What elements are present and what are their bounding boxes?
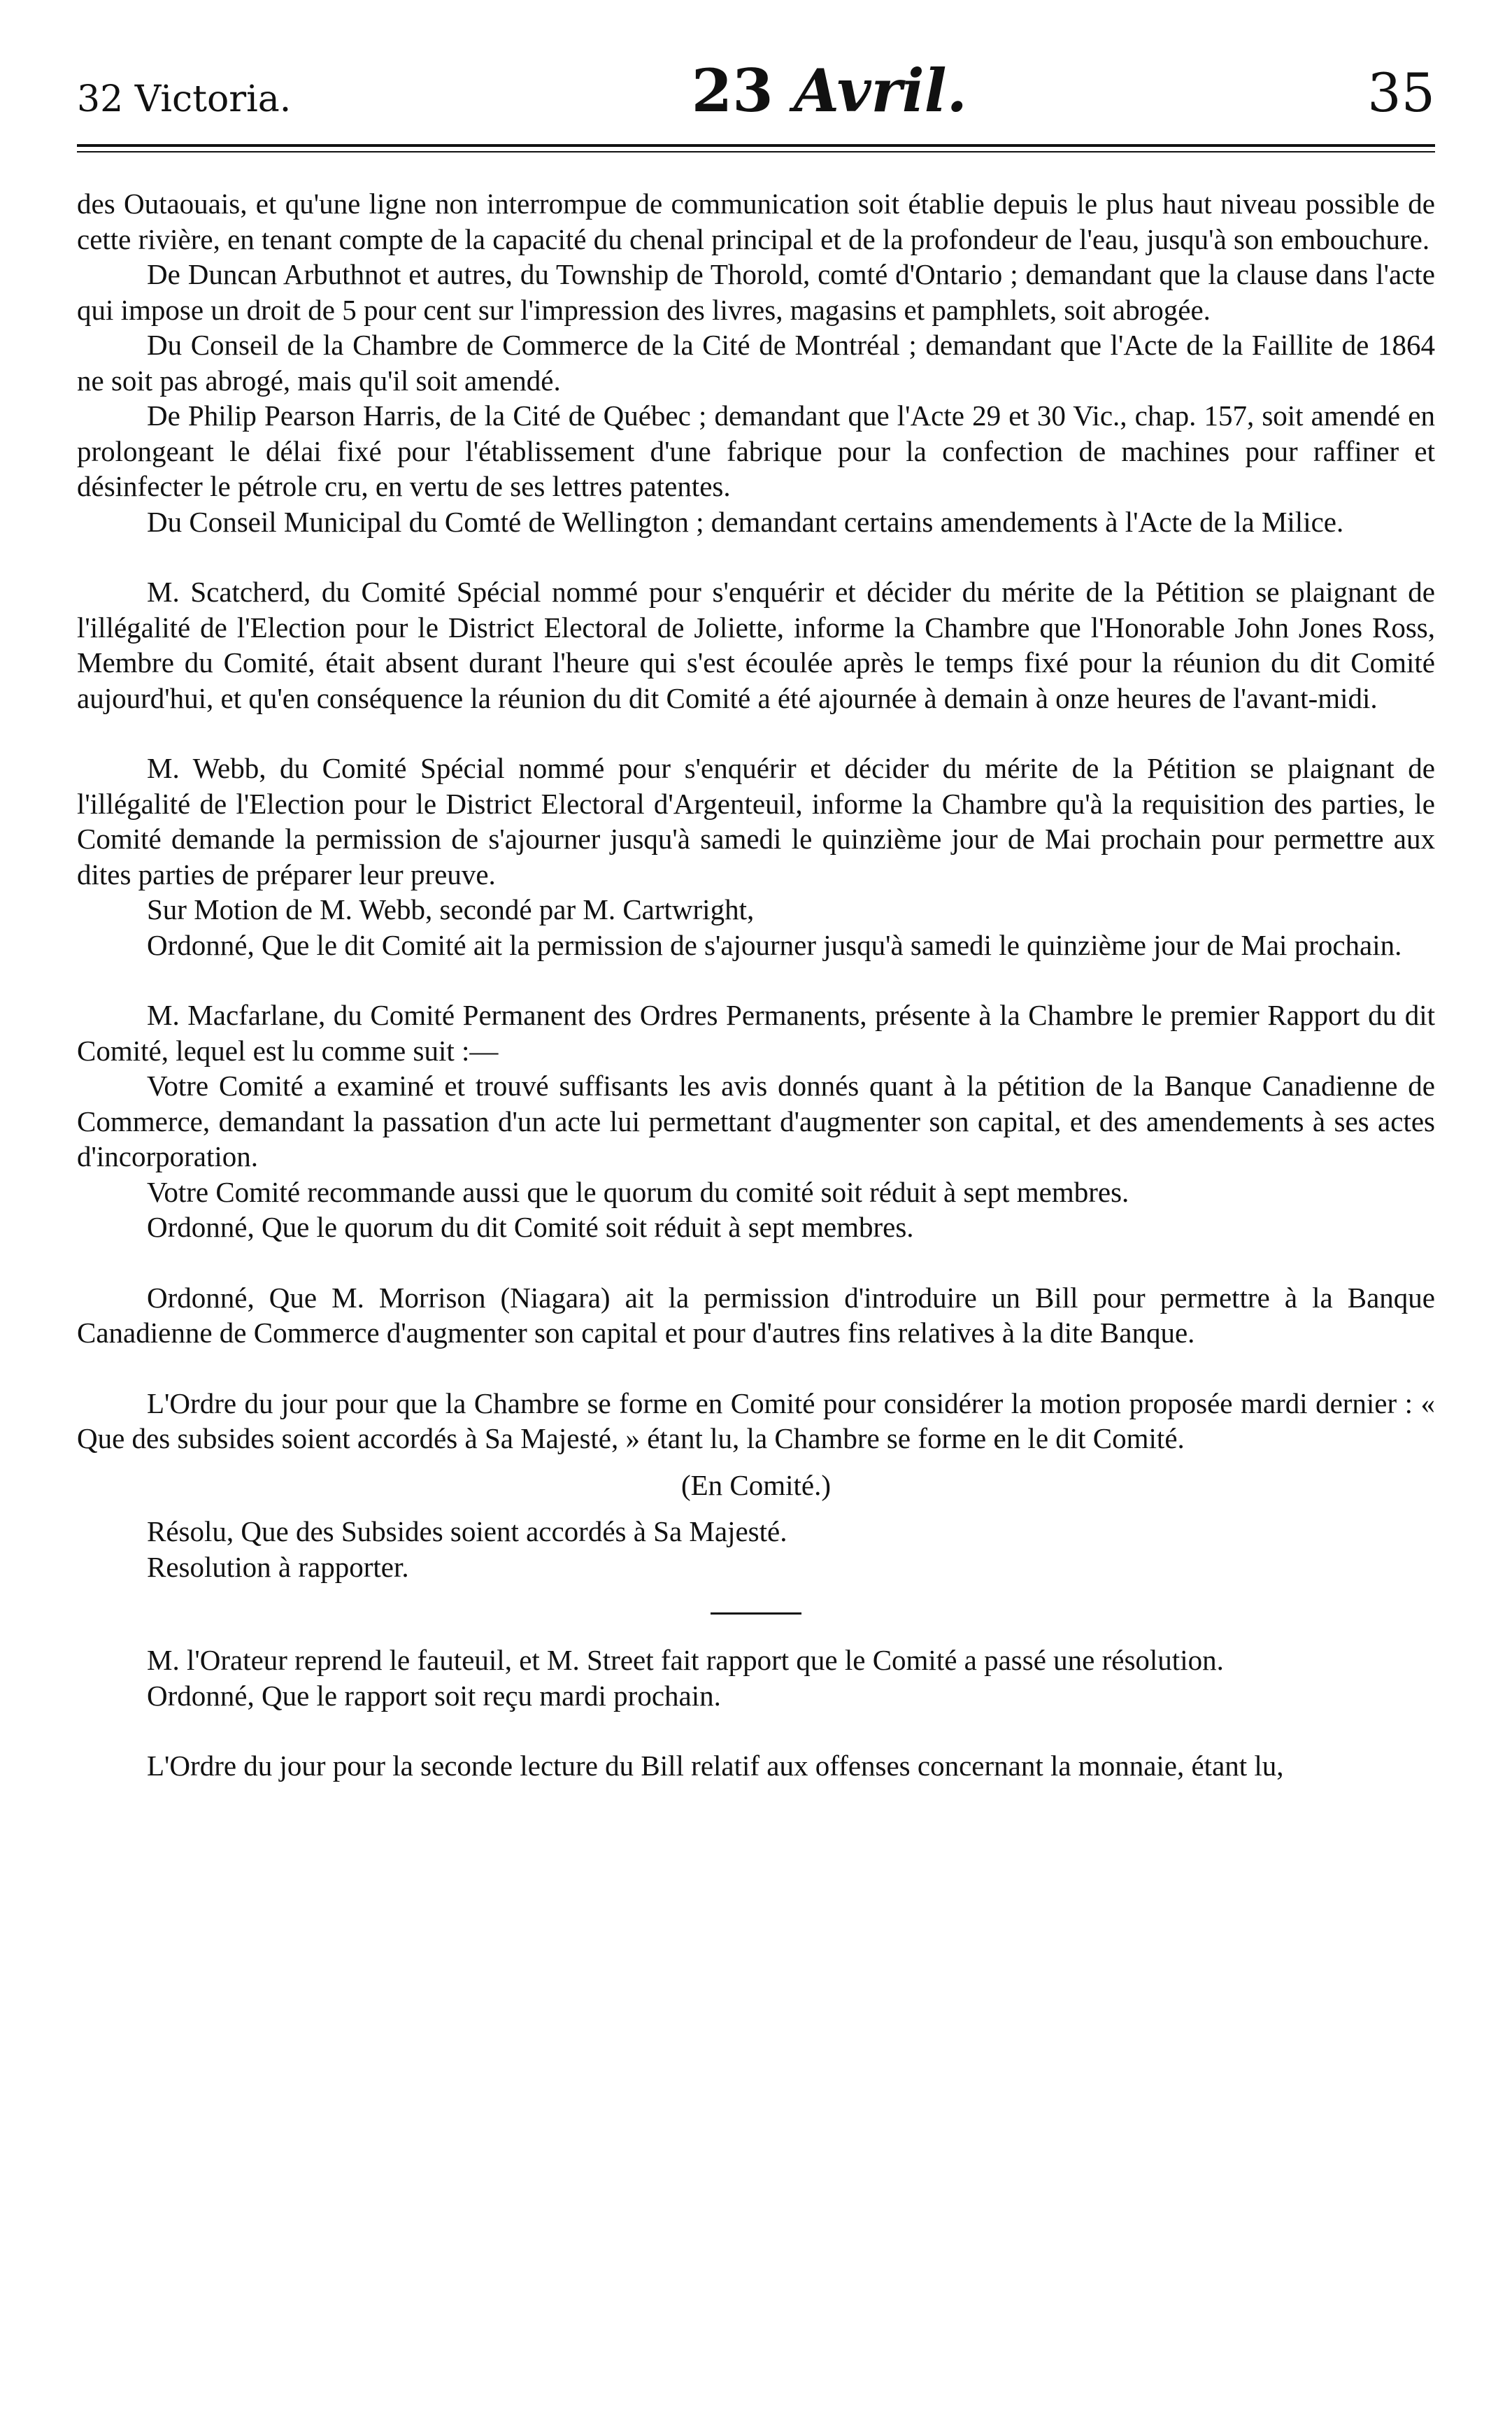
document-body (77, 186, 1435, 1784)
header-month: Avril. (793, 56, 967, 125)
paragraph: Resolution à rapporter. (147, 1550, 409, 1583)
committee-heading: (En Comité.) (680, 1468, 832, 1501)
paragraph: De Philip Pearson Harris, de la Cité de Québec ; demandant que l'Acte 29 et 30 Vic., chap. 157, soit amendé en prolongeant le délai fixé pour l'établissement d'une fabrique pour la confection de machines pour raffiner et désinfecter le pétrole cru, en vertu de ses lettres patentes. (77, 399, 1435, 502)
paragraph: Votre Comité recommande aussi que le quorum du comité soit réduit à sept membres. (147, 1175, 1129, 1208)
paragraph: des Outaouais, et qu'une ligne non interrompue de communication soit établie depuis le plus haut niveau possible de cette rivière, en tenant compte de la capacité du chenal principal et de la profondeur de l'eau, jusqu'à son embouchure. (77, 187, 1435, 255)
paragraph: Ordonné, Que le rapport soit reçu mardi prochain. (147, 1679, 721, 1712)
page-header (77, 56, 1435, 140)
paragraph: Résolu, Que des Subsides soient accordés à Sa Majesté. (147, 1515, 787, 1547)
section-separator (711, 1612, 801, 1615)
header-rule-thick (77, 144, 1435, 147)
paragraph: Votre Comité a examiné et trouvé suffisants les avis donnés quant à la pétition de la Banque Canadienne de Commerce, demandant la passation d'un acte lui permettant d'augmenter son capital, et des amendements à ses actes d'incorporation. (77, 1070, 1435, 1172)
paragraph: Ordonné, Que M. Morrison (Niagara) ait la permission d'introduire un Bill pour permettre à la Banque Canadienne de Commerce d'augmenter son capital et pour d'autres fins relatives à la dite Banque. (77, 1281, 1435, 1349)
paragraph: Ordonné, Que le dit Comité ait la permission de s'ajourner jusqu'à samedi le quinzième jour de Mai prochain. (147, 928, 1402, 961)
header-rule-thin (77, 151, 1435, 152)
paragraph: M. Webb, du Comité Spécial nommé pour s'enquérir et décider du mérite de la Pétition se plaignant de l'illégalité de l'Election pour le District Electoral d'Argenteuil, informe la Chambre qu'à la requisition des parties, le Comité demande la permission de s'ajourner jusqu'à samedi le quinzième jour de Mai prochain pour permettre aux dites parties de préparer leur preuve. (77, 752, 1435, 891)
paragraph: Sur Motion de M. Webb, secondé par M. Cartwright, (147, 893, 755, 925)
paragraph: De Duncan Arbuthnot et autres, du Township de Thorold, comté d'Ontario ; demandant que la clause dans l'acte qui impose un droit de 5 pour cent sur l'impression des livres, magasins et pamphlets, soit abrogée. (77, 258, 1435, 326)
paragraph: Ordonné, Que le quorum du dit Comité soit réduit à sept membres. (147, 1211, 914, 1243)
paragraph: M. Scatcherd, du Comité Spécial nommé pour s'enquérir et décider du mérite de la Pétition se plaignant de l'illégalité de l'Election pour le District Electoral de Joliette, informe la Chambre que l'Honorable John Jones Ross, Membre du Comité, était absent durant l'heure qui s'est écoulée après le temps fixé pour la réunion du dit Comité aujourd'hui, et qu'en conséquence la réunion du dit Comité a été ajournée à demain à onze heures de l'avant-midi. (77, 576, 1435, 714)
header-date (692, 56, 967, 125)
paragraph: M. Macfarlane, du Comité Permanent des Ordres Permanents, présente à la Chambre le premier Rapport du dit Comité, lequel est lu comme suit :— (77, 999, 1435, 1067)
paragraph: L'Ordre du jour pour la seconde lecture du Bill relatif aux offenses concernant la monnaie, étant lu, (147, 1750, 1284, 1782)
page-number: 35 (1367, 62, 1435, 124)
paragraph: L'Ordre du jour pour que la Chambre se forme en Comité pour considérer la motion proposée mardi dernier : « Que des subsides soient accordés à Sa Majesté, » étant lu, la Chambre se forme en le dit Comité. (77, 1386, 1435, 1454)
header-session: 32 Victoria. (77, 78, 292, 120)
paragraph: Du Conseil de la Chambre de Commerce de la Cité de Montréal ; demandant que l'Acte de la Faillite de 1864 ne soit pas abrogé, mais qu'il soit amendé. (77, 329, 1435, 397)
paragraph: Du Conseil Municipal du Comté de Wellington ; demandant certains amendements à l'Acte de la Milice. (147, 505, 1344, 538)
header-day: 23 (691, 56, 773, 125)
paragraph: M. l'Orateur reprend le fauteuil, et M. Street fait rapport que le Comité a passé une résolution. (147, 1644, 1224, 1676)
